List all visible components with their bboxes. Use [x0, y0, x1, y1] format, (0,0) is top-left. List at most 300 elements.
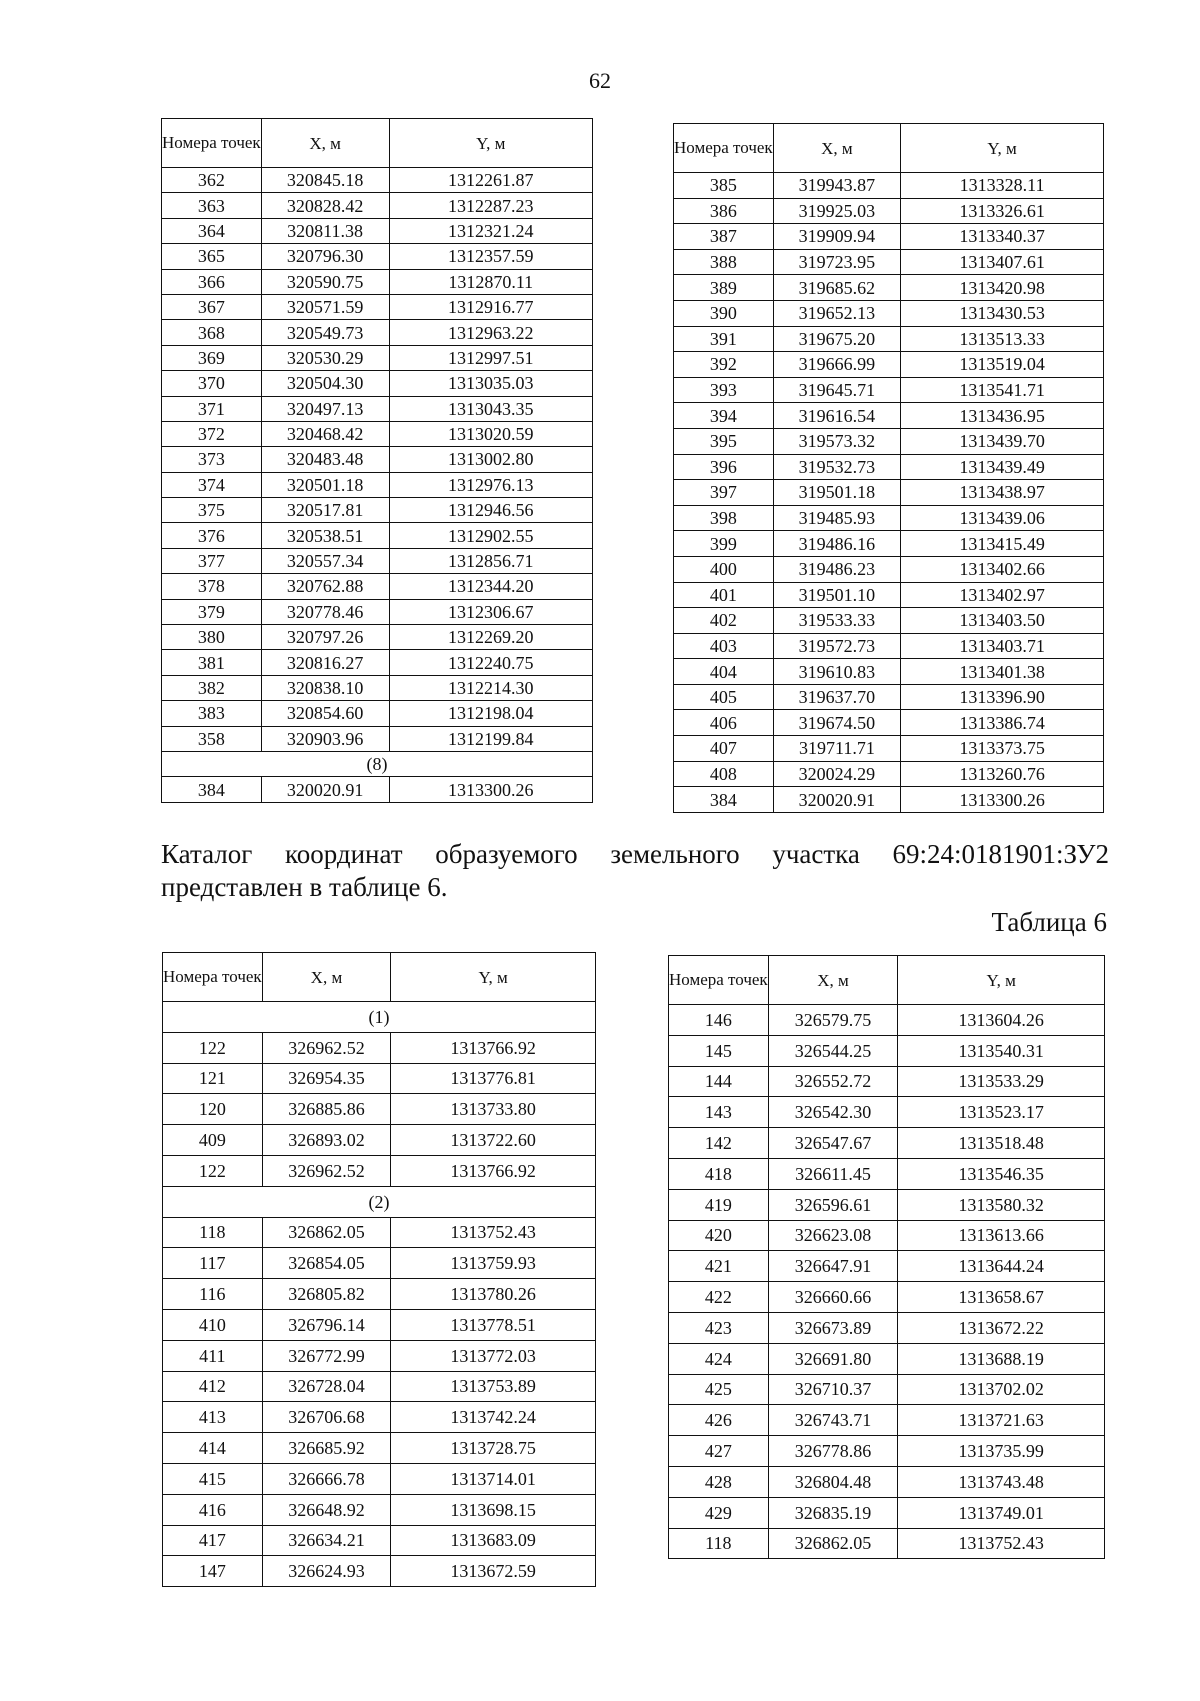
- table-row: [674, 275, 1104, 301]
- table-row: [163, 1155, 596, 1186]
- point-number-cell: 362: [162, 168, 262, 193]
- table-row: [163, 1433, 596, 1464]
- point-number-cell: 377: [162, 548, 262, 573]
- x-coordinate-cell: 319711.71: [773, 736, 900, 762]
- x-coordinate-cell: 326854.05: [262, 1248, 391, 1279]
- table-row: [162, 193, 593, 218]
- point-number-cell: 374: [162, 472, 262, 497]
- x-coordinate-cell: 320024.29: [773, 761, 900, 787]
- x-coordinate-cell: 326962.52: [262, 1032, 391, 1063]
- table-row: [674, 659, 1104, 685]
- y-coordinate-cell: 1313714.01: [391, 1463, 596, 1494]
- x-coordinate-cell: 319501.18: [773, 480, 900, 506]
- x-coordinate-cell: 326728.04: [262, 1371, 391, 1402]
- y-coordinate-cell: 1313743.48: [898, 1466, 1105, 1497]
- y-coordinate-cell: 1313260.76: [901, 761, 1104, 787]
- x-coordinate-cell: 320504.30: [261, 371, 389, 396]
- x-coordinate-cell: 320020.91: [261, 777, 389, 802]
- y-coordinate-cell: 1313436.95: [901, 403, 1104, 429]
- point-number-cell: 425: [669, 1374, 769, 1405]
- x-coordinate-cell: 320816.27: [261, 650, 389, 675]
- table-row: [669, 1158, 1105, 1189]
- x-coordinate-cell: 326710.37: [768, 1374, 898, 1405]
- y-coordinate-cell: 1313326.61: [901, 198, 1104, 224]
- point-number-cell: 363: [162, 193, 262, 218]
- point-number-cell: 426: [669, 1405, 769, 1436]
- x-coordinate-cell: 319485.93: [773, 505, 900, 531]
- table-row: [674, 403, 1104, 429]
- point-number-cell: 118: [669, 1528, 769, 1559]
- x-coordinate-cell: 319533.33: [773, 608, 900, 634]
- x-coordinate-cell: 320811.38: [261, 218, 389, 243]
- y-coordinate-cell: 1313749.01: [898, 1497, 1105, 1528]
- point-number-cell: 375: [162, 498, 262, 523]
- y-coordinate-cell: 1313043.35: [389, 396, 593, 421]
- table-row: [163, 1063, 596, 1094]
- point-number-cell: 395: [674, 428, 774, 454]
- table-row: [162, 574, 593, 599]
- y-coordinate-cell: 1313766.92: [391, 1155, 596, 1186]
- x-coordinate-cell: 326805.82: [262, 1279, 391, 1310]
- x-coordinate-cell: 326835.19: [768, 1497, 898, 1528]
- table-row: [674, 633, 1104, 659]
- y-coordinate-cell: 1312976.13: [389, 472, 593, 497]
- y-coordinate-cell: 1313300.26: [389, 777, 593, 802]
- header-x: X, м: [773, 124, 900, 173]
- point-number-cell: 383: [162, 701, 262, 726]
- point-number-cell: 390: [674, 300, 774, 326]
- table-row: [163, 1032, 596, 1063]
- point-number-cell: 146: [669, 1005, 769, 1036]
- y-coordinate-cell: 1312357.59: [389, 244, 593, 269]
- y-coordinate-cell: 1313776.81: [391, 1063, 596, 1094]
- y-coordinate-cell: 1312997.51: [389, 345, 593, 370]
- table-row: [669, 1497, 1105, 1528]
- y-coordinate-cell: 1313439.49: [901, 454, 1104, 480]
- table-row: [674, 761, 1104, 787]
- x-coordinate-cell: 326691.80: [768, 1343, 898, 1374]
- point-number-cell: 142: [669, 1128, 769, 1159]
- coordinates-table-bottom-left: [162, 952, 596, 1587]
- table-row: [674, 198, 1104, 224]
- x-coordinate-cell: 320571.59: [261, 294, 389, 319]
- header-x: X, м: [768, 956, 898, 1005]
- point-number-cell: 401: [674, 582, 774, 608]
- table-row: [163, 1463, 596, 1494]
- table-row: [674, 505, 1104, 531]
- table-row: [162, 599, 593, 624]
- x-coordinate-cell: 319572.73: [773, 633, 900, 659]
- table-row: [162, 650, 593, 675]
- y-coordinate-cell: 1312240.75: [389, 650, 593, 675]
- table-row: [674, 787, 1104, 813]
- x-coordinate-cell: 326666.78: [262, 1463, 391, 1494]
- table-row: [163, 1494, 596, 1525]
- point-number-cell: 116: [163, 1279, 263, 1310]
- x-coordinate-cell: 320549.73: [261, 320, 389, 345]
- table-row: [669, 1528, 1105, 1559]
- y-coordinate-cell: 1313402.97: [901, 582, 1104, 608]
- x-coordinate-cell: 320020.91: [773, 787, 900, 813]
- table-row: [162, 523, 593, 548]
- point-number-cell: 147: [163, 1556, 263, 1587]
- x-coordinate-cell: 320797.26: [261, 625, 389, 650]
- table-row: [162, 371, 593, 396]
- table-row: [162, 396, 593, 421]
- point-number-cell: 121: [163, 1063, 263, 1094]
- page-number: 62: [589, 68, 611, 93]
- x-coordinate-cell: 319685.62: [773, 275, 900, 301]
- x-coordinate-cell: 320796.30: [261, 244, 389, 269]
- x-coordinate-cell: 319637.70: [773, 684, 900, 710]
- x-coordinate-cell: 320778.46: [261, 599, 389, 624]
- y-coordinate-cell: 1313778.51: [391, 1309, 596, 1340]
- x-coordinate-cell: 319532.73: [773, 454, 900, 480]
- y-coordinate-cell: 1313402.66: [901, 556, 1104, 582]
- y-coordinate-cell: 1313546.35: [898, 1158, 1105, 1189]
- point-number-cell: 411: [163, 1340, 263, 1371]
- y-coordinate-cell: 1312269.20: [389, 625, 593, 650]
- header-point-number: Номера точек: [669, 956, 769, 1005]
- x-coordinate-cell: 326796.14: [262, 1309, 391, 1340]
- table-row: [163, 1309, 596, 1340]
- y-coordinate-cell: 1313340.37: [901, 224, 1104, 250]
- y-coordinate-cell: 1313403.50: [901, 608, 1104, 634]
- point-number-cell: 413: [163, 1402, 263, 1433]
- x-coordinate-cell: 326962.52: [262, 1155, 391, 1186]
- y-coordinate-cell: 1313688.19: [898, 1343, 1105, 1374]
- y-coordinate-cell: 1313721.63: [898, 1405, 1105, 1436]
- y-coordinate-cell: 1313513.33: [901, 326, 1104, 352]
- x-coordinate-cell: 319573.32: [773, 428, 900, 454]
- x-coordinate-cell: 319925.03: [773, 198, 900, 224]
- y-coordinate-cell: 1312198.04: [389, 701, 593, 726]
- x-coordinate-cell: 320530.29: [261, 345, 389, 370]
- y-coordinate-cell: 1313386.74: [901, 710, 1104, 736]
- y-coordinate-cell: 1313518.48: [898, 1128, 1105, 1159]
- table-row: [674, 173, 1104, 199]
- table-row: [162, 548, 593, 573]
- point-number-cell: 423: [669, 1312, 769, 1343]
- y-coordinate-cell: 1313672.22: [898, 1312, 1105, 1343]
- point-number-cell: 379: [162, 599, 262, 624]
- x-coordinate-cell: 326634.21: [262, 1525, 391, 1556]
- point-number-cell: 372: [162, 421, 262, 446]
- y-coordinate-cell: 1313328.11: [901, 173, 1104, 199]
- point-number-cell: 369: [162, 345, 262, 370]
- table-row: [163, 1248, 596, 1279]
- x-coordinate-cell: 326772.99: [262, 1340, 391, 1371]
- y-coordinate-cell: 1313698.15: [391, 1494, 596, 1525]
- y-coordinate-cell: 1312306.67: [389, 599, 593, 624]
- point-number-cell: 392: [674, 352, 774, 378]
- x-coordinate-cell: 319943.87: [773, 173, 900, 199]
- table-row: [162, 726, 593, 751]
- table-row: [163, 1279, 596, 1310]
- table-row: [674, 249, 1104, 275]
- x-coordinate-cell: 320497.13: [261, 396, 389, 421]
- point-number-cell: 386: [674, 198, 774, 224]
- x-coordinate-cell: 319652.13: [773, 300, 900, 326]
- point-number-cell: 378: [162, 574, 262, 599]
- table-row: [163, 1217, 596, 1248]
- y-coordinate-cell: 1313439.06: [901, 505, 1104, 531]
- y-coordinate-cell: 1312870.11: [389, 269, 593, 294]
- x-coordinate-cell: 319666.99: [773, 352, 900, 378]
- header-x: X, м: [261, 119, 389, 168]
- y-coordinate-cell: 1313753.89: [391, 1371, 596, 1402]
- x-coordinate-cell: 326885.86: [262, 1094, 391, 1125]
- point-number-cell: 391: [674, 326, 774, 352]
- y-coordinate-cell: 1312946.56: [389, 498, 593, 523]
- point-number-cell: 412: [163, 1371, 263, 1402]
- x-coordinate-cell: 320538.51: [261, 523, 389, 548]
- y-coordinate-cell: 1312261.87: [389, 168, 593, 193]
- table-row: [674, 224, 1104, 250]
- x-coordinate-cell: 320501.18: [261, 472, 389, 497]
- point-number-cell: 421: [669, 1251, 769, 1282]
- y-coordinate-cell: 1313403.71: [901, 633, 1104, 659]
- y-coordinate-cell: 1313439.70: [901, 428, 1104, 454]
- y-coordinate-cell: 1313658.67: [898, 1282, 1105, 1313]
- x-coordinate-cell: 326862.05: [262, 1217, 391, 1248]
- table-row: [674, 582, 1104, 608]
- point-number-cell: 388: [674, 249, 774, 275]
- point-number-cell: 419: [669, 1189, 769, 1220]
- y-coordinate-cell: 1312963.22: [389, 320, 593, 345]
- x-coordinate-cell: 319610.83: [773, 659, 900, 685]
- header-point-number: Номера точек: [162, 119, 262, 168]
- table-row: [669, 1005, 1105, 1036]
- point-number-cell: 143: [669, 1097, 769, 1128]
- point-number-cell: 366: [162, 269, 262, 294]
- y-coordinate-cell: 1313420.98: [901, 275, 1104, 301]
- table-row: [674, 710, 1104, 736]
- y-coordinate-cell: 1313752.43: [391, 1217, 596, 1248]
- table-row: [674, 377, 1104, 403]
- y-coordinate-cell: 1313415.49: [901, 531, 1104, 557]
- y-coordinate-cell: 1313580.32: [898, 1189, 1105, 1220]
- table-row: [162, 218, 593, 243]
- table-row: [669, 1405, 1105, 1436]
- y-coordinate-cell: 1312287.23: [389, 193, 593, 218]
- table-row: [674, 480, 1104, 506]
- point-number-cell: 405: [674, 684, 774, 710]
- table-row: [674, 428, 1104, 454]
- point-number-cell: 428: [669, 1466, 769, 1497]
- coordinates-table-top-right: [673, 123, 1104, 813]
- point-number-cell: 399: [674, 531, 774, 557]
- point-number-cell: 122: [163, 1032, 263, 1063]
- table-row: [674, 352, 1104, 378]
- table-row: [162, 447, 593, 472]
- table-row: [669, 1220, 1105, 1251]
- x-coordinate-cell: 319616.54: [773, 403, 900, 429]
- point-number-cell: 381: [162, 650, 262, 675]
- table-row: [162, 168, 593, 193]
- x-coordinate-cell: 326778.86: [768, 1436, 898, 1467]
- point-number-cell: 415: [163, 1463, 263, 1494]
- table-row: [674, 300, 1104, 326]
- y-coordinate-cell: 1313672.59: [391, 1556, 596, 1587]
- point-number-cell: 406: [674, 710, 774, 736]
- x-coordinate-cell: 319501.10: [773, 582, 900, 608]
- point-number-cell: 402: [674, 608, 774, 634]
- table-row: [669, 1282, 1105, 1313]
- x-coordinate-cell: 326660.66: [768, 1282, 898, 1313]
- y-coordinate-cell: 1312214.30: [389, 675, 593, 700]
- header-y: Y, м: [898, 956, 1105, 1005]
- point-number-cell: 384: [162, 777, 262, 802]
- table-row: [669, 1343, 1105, 1374]
- x-coordinate-cell: 326596.61: [768, 1189, 898, 1220]
- point-number-cell: 368: [162, 320, 262, 345]
- table-row: [163, 1125, 596, 1156]
- point-number-cell: 385: [674, 173, 774, 199]
- table-row: [162, 701, 593, 726]
- point-number-cell: 394: [674, 403, 774, 429]
- table-row: [162, 777, 593, 802]
- y-coordinate-cell: 1313683.09: [391, 1525, 596, 1556]
- y-coordinate-cell: 1312344.20: [389, 574, 593, 599]
- x-coordinate-cell: 320483.48: [261, 447, 389, 472]
- table-row: [669, 1374, 1105, 1405]
- y-coordinate-cell: 1313728.75: [391, 1433, 596, 1464]
- point-number-cell: 420: [669, 1220, 769, 1251]
- y-coordinate-cell: 1313702.02: [898, 1374, 1105, 1405]
- x-coordinate-cell: 320762.88: [261, 574, 389, 599]
- table-row: [162, 320, 593, 345]
- y-coordinate-cell: 1313035.03: [389, 371, 593, 396]
- y-coordinate-cell: 1313735.99: [898, 1436, 1105, 1467]
- y-coordinate-cell: 1313396.90: [901, 684, 1104, 710]
- x-coordinate-cell: 326544.25: [768, 1035, 898, 1066]
- x-coordinate-cell: 319486.23: [773, 556, 900, 582]
- table-row: [162, 625, 593, 650]
- point-number-cell: 398: [674, 505, 774, 531]
- x-coordinate-cell: 319909.94: [773, 224, 900, 250]
- table-row: [163, 1340, 596, 1371]
- point-number-cell: 382: [162, 675, 262, 700]
- header-point-number: Номера точек: [163, 953, 263, 1002]
- catalog-caption: Каталог координат образуемого земельного участка 69:24:0181901:ЗУ2 представлен в таблице 6.: [161, 839, 1109, 902]
- point-number-cell: 373: [162, 447, 262, 472]
- table-label: Таблица 6: [991, 907, 1107, 937]
- table-row: [163, 1556, 596, 1587]
- point-number-cell: 144: [669, 1066, 769, 1097]
- x-coordinate-cell: 319675.20: [773, 326, 900, 352]
- point-number-cell: 409: [163, 1125, 263, 1156]
- x-coordinate-cell: 326804.48: [768, 1466, 898, 1497]
- y-coordinate-cell: 1313759.93: [391, 1248, 596, 1279]
- table-row: [669, 1251, 1105, 1282]
- y-coordinate-cell: 1312916.77: [389, 294, 593, 319]
- table-row: [669, 1189, 1105, 1220]
- x-coordinate-cell: 320828.42: [261, 193, 389, 218]
- header-y: Y, м: [901, 124, 1104, 173]
- header-x: X, м: [262, 953, 391, 1002]
- y-coordinate-cell: 1313644.24: [898, 1251, 1105, 1282]
- point-number-cell: 417: [163, 1525, 263, 1556]
- table-row: [669, 1466, 1105, 1497]
- x-coordinate-cell: 326542.30: [768, 1097, 898, 1128]
- x-coordinate-cell: 326673.89: [768, 1312, 898, 1343]
- table-row: [674, 326, 1104, 352]
- x-coordinate-cell: 319674.50: [773, 710, 900, 736]
- point-number-cell: 358: [162, 726, 262, 751]
- table-row: [162, 244, 593, 269]
- y-coordinate-cell: 1313613.66: [898, 1220, 1105, 1251]
- y-coordinate-cell: 1313772.03: [391, 1340, 596, 1371]
- y-coordinate-cell: 1313733.80: [391, 1094, 596, 1125]
- x-coordinate-cell: 319645.71: [773, 377, 900, 403]
- y-coordinate-cell: 1313300.26: [901, 787, 1104, 813]
- point-number-cell: 122: [163, 1155, 263, 1186]
- y-coordinate-cell: 1312199.84: [389, 726, 593, 751]
- point-number-cell: 387: [674, 224, 774, 250]
- x-coordinate-cell: 326611.45: [768, 1158, 898, 1189]
- table-row: [162, 472, 593, 497]
- point-number-cell: 416: [163, 1494, 263, 1525]
- table-row: [162, 421, 593, 446]
- y-coordinate-cell: 1313407.61: [901, 249, 1104, 275]
- x-coordinate-cell: 320838.10: [261, 675, 389, 700]
- x-coordinate-cell: 326862.05: [768, 1528, 898, 1559]
- table-row: [669, 1312, 1105, 1343]
- point-number-cell: 403: [674, 633, 774, 659]
- point-number-cell: 389: [674, 275, 774, 301]
- point-number-cell: 404: [674, 659, 774, 685]
- point-number-cell: 393: [674, 377, 774, 403]
- table-row: [674, 454, 1104, 480]
- point-number-cell: 384: [674, 787, 774, 813]
- table-row: [163, 1402, 596, 1433]
- x-coordinate-cell: 326743.71: [768, 1405, 898, 1436]
- table-row: [162, 269, 593, 294]
- table-row: [162, 345, 593, 370]
- table-row: [163, 1094, 596, 1125]
- y-coordinate-cell: 1313742.24: [391, 1402, 596, 1433]
- x-coordinate-cell: 320517.81: [261, 498, 389, 523]
- point-number-cell: 407: [674, 736, 774, 762]
- y-coordinate-cell: 1313438.97: [901, 480, 1104, 506]
- point-number-cell: 117: [163, 1248, 263, 1279]
- y-coordinate-cell: 1312321.24: [389, 218, 593, 243]
- x-coordinate-cell: 326648.92: [262, 1494, 391, 1525]
- x-coordinate-cell: 320845.18: [261, 168, 389, 193]
- x-coordinate-cell: 320854.60: [261, 701, 389, 726]
- point-number-cell: 408: [674, 761, 774, 787]
- header-y: Y, м: [391, 953, 596, 1002]
- x-coordinate-cell: 320468.42: [261, 421, 389, 446]
- x-coordinate-cell: 326647.91: [768, 1251, 898, 1282]
- table-row: [162, 675, 593, 700]
- table-row: [674, 684, 1104, 710]
- point-number-cell: 422: [669, 1282, 769, 1313]
- table-row: [674, 531, 1104, 557]
- x-coordinate-cell: 326552.72: [768, 1066, 898, 1097]
- point-number-cell: 365: [162, 244, 262, 269]
- point-number-cell: 376: [162, 523, 262, 548]
- table-row: [674, 608, 1104, 634]
- y-coordinate-cell: 1313430.53: [901, 300, 1104, 326]
- point-number-cell: 397: [674, 480, 774, 506]
- y-coordinate-cell: 1313722.60: [391, 1125, 596, 1156]
- point-number-cell: 429: [669, 1497, 769, 1528]
- point-number-cell: 380: [162, 625, 262, 650]
- table-row: [674, 556, 1104, 582]
- coordinates-table-bottom-right: [668, 955, 1105, 1559]
